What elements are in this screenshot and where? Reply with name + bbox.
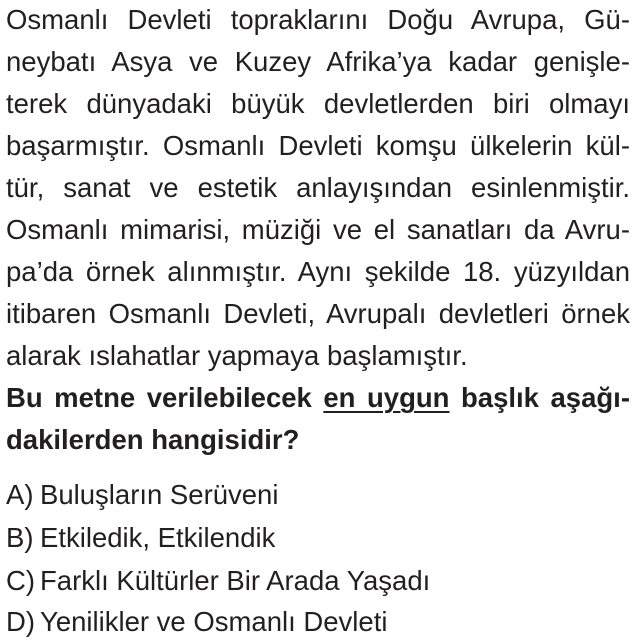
passage-line: Osmanlı mimarisi, müziği ve el sanatları da Avru- — [6, 214, 630, 245]
passage-line: terek dünyadaki büyük devletlerden biri olmayı — [6, 88, 630, 119]
option-letter: B) — [6, 522, 34, 553]
passage-line: pa’da örnek alınmıştır. Aynı şekilde 18. yüzyıldan — [6, 256, 630, 287]
question-line-2: dakilerden hangisidir? — [6, 424, 300, 455]
option-letter: D) — [6, 606, 36, 637]
passage-line: başarmıştır. Osmanlı Devleti komşu ülkelerin kül- — [6, 130, 630, 161]
question-text: başlık aşağı- — [449, 382, 630, 413]
passage-line: Osmanlı Devleti topraklarını Doğu Avrupa, Gü- — [6, 4, 630, 35]
option-text: Farklı Kültürler Bir Arada Yaşadı — [40, 565, 431, 596]
option-text: Buluşların Serüveni — [40, 479, 279, 510]
option-letter: A) — [6, 479, 34, 510]
passage-line: itibaren Osmanlı Devleti, Avrupalı devletleri örnek — [6, 298, 630, 329]
question-text: Bu metne verilebilecek — [6, 382, 324, 413]
option-a[interactable] — [6, 475, 278, 515]
option-d[interactable] — [6, 602, 387, 642]
question-line-1 — [6, 378, 630, 418]
underlined-phrase: en uygun — [323, 382, 450, 413]
passage-line: alarak ıslahatlar yapmaya başlamıştır. — [6, 340, 468, 371]
option-letter: C) — [6, 565, 36, 596]
option-c[interactable] — [6, 561, 430, 601]
passage-line: tür, sanat ve estetik anlayışından esinlenmiştir. — [6, 172, 630, 203]
option-b[interactable] — [6, 518, 275, 558]
option-text: Yenilikler ve Osmanlı Devleti — [40, 606, 388, 637]
passage-line: neybatı Asya ve Kuzey Afrika’ya kadar genişle- — [6, 46, 630, 77]
option-text: Etkiledik, Etkilendik — [40, 522, 276, 553]
